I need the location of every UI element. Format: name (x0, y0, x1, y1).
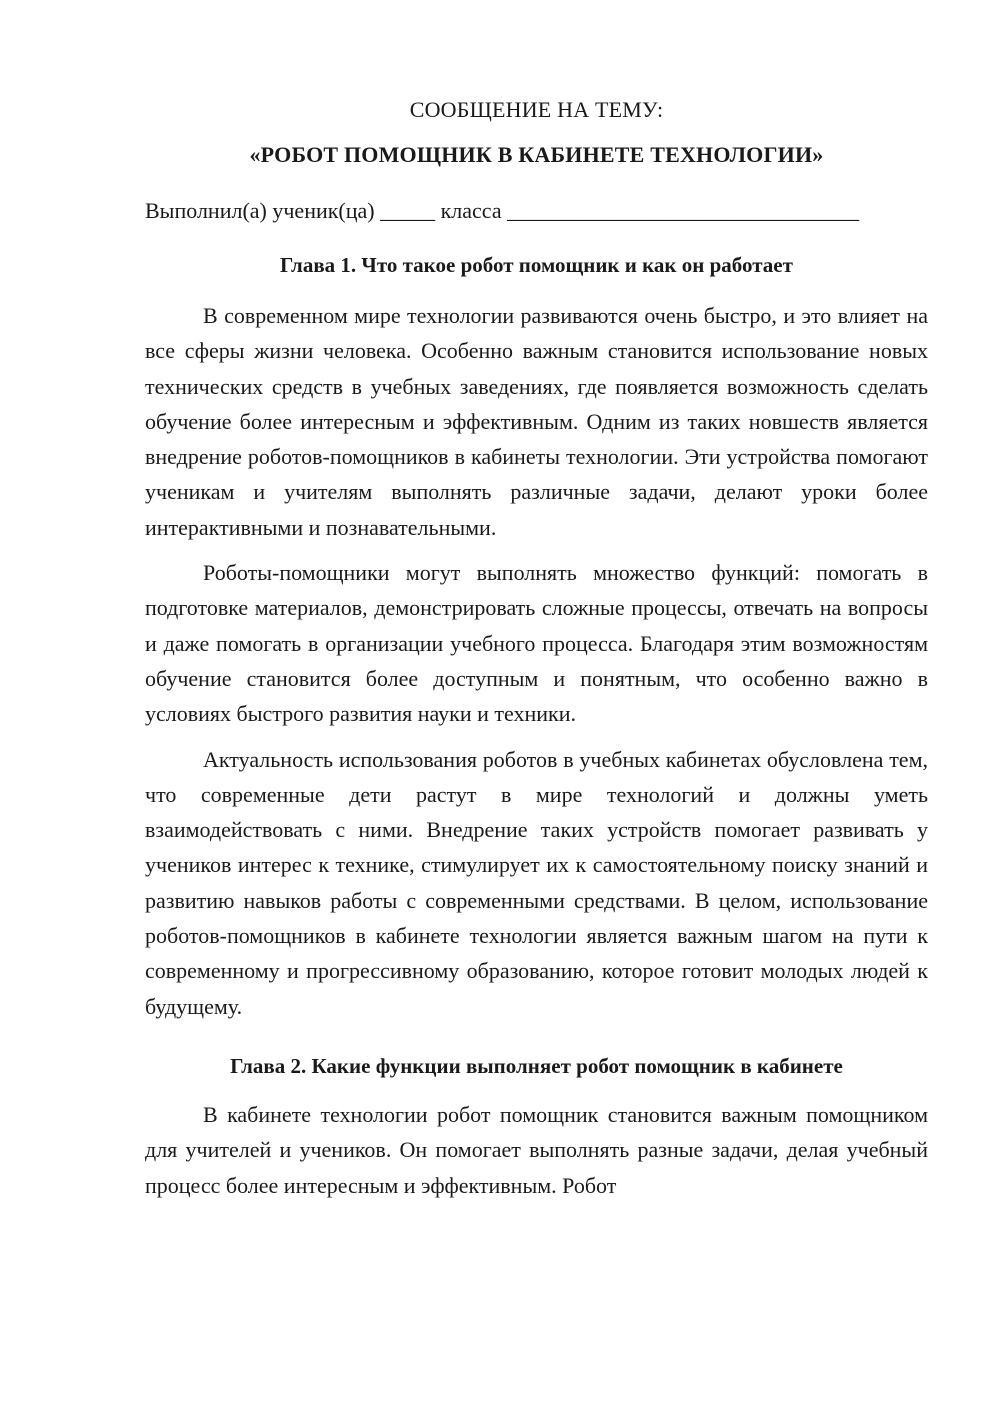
chapter-1-paragraph-3: Актуальность использования роботов в учебных кабинетах обусловлена тем, что современные дети растут в мире технологий и должны уметь взаимодействовать с ними. Внедрение таких устройств помогает развивать у учеников интерес к технике, стимулирует их к самостоятельному поиску знаний и развитию навыков работы с современными средствами. В целом, использование роботов-помощников в кабинете технологии является важным шагом на пути к современному и прогрессивному образованию, которое готовит молодых людей к будущему. (145, 746, 928, 1019)
document-page (145, 88, 928, 1203)
student-info-line: Выполнил(а) ученик(ца) _____ класса ________________________________ (145, 198, 860, 223)
chapter-1-heading: Глава 1. Что такое робот помощник и как он работает (280, 253, 793, 277)
chapter-1-paragraph-2: Роботы-помощники могут выполнять множество функций: помогать в подготовке материалов, демонстрировать сложные процессы, отвечать на вопросы и даже помогать в организации учебного процесса. Благодаря этим возможностям обучение становится более доступным и понятным, что особенно важно в условиях быстрого развития науки и техники. (145, 560, 928, 727)
document-title-line-1: СООБЩЕНИЕ НА ТЕМУ: (409, 97, 664, 122)
chapter-2-heading: Глава 2. Какие функции выполняет робот помощник в кабинете (230, 1053, 843, 1078)
document-title-line-2: «РОБОТ ПОМОЩНИК В КАБИНЕТЕ ТЕХНОЛОГИИ» (249, 142, 824, 167)
chapter-2-paragraph-1: В кабинете технологии робот помощник становится важным помощником для учителей и учеников. Он помогает выполнять разные задачи, делая учебный процесс более интересным и эффективным. Робот (145, 1101, 928, 1198)
chapter-1-paragraph-1: В современном мире технологии развиваются очень быстро, и это влияет на все сферы жизни человека. Особенно важным становится использование новых технических средств в учебных заведениях, где появляется возможность сделать обучение более интересным и эффективным. Одним из таких новшеств является внедрение роботов-помощников в кабинеты технологии. Эти устройства помогают ученикам и учителям выполнять различные задачи, делают уроки более интерактивными и познавательными. (145, 303, 928, 540)
